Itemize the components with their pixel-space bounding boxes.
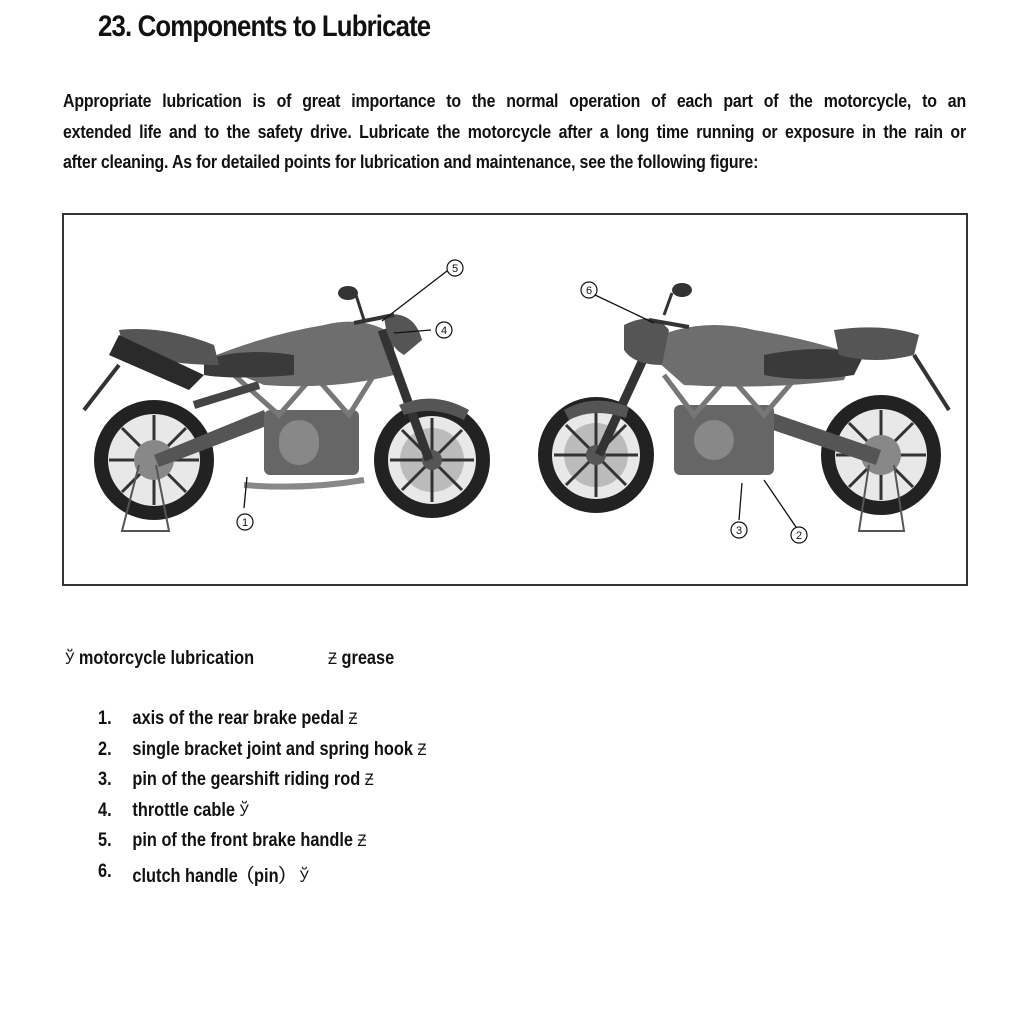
grease-symbol-icon: Ƶ — [364, 770, 374, 789]
intro-line-3: after cleaning. As for detailed points for lubrication and maintenance, see the following figure: — [63, 151, 759, 172]
callout-2 — [791, 527, 807, 543]
motorcycle-left-view — [84, 271, 490, 531]
svg-text:1: 1 — [241, 517, 249, 529]
item-number: 5. — [98, 830, 112, 851]
intro-line-2: extended life and to the safety drive. Lubricate the motorcycle after a long time running or exposure in the rain or — [63, 120, 966, 142]
legend-grease — [328, 648, 394, 670]
intro-line-1: Appropriate lubrication is of great importance to the normal operation of each part of the motorcycle, to an — [63, 90, 966, 111]
item-text: single bracket joint and spring hook — [132, 738, 413, 760]
svg-text:3: 3 — [735, 525, 743, 537]
oil-symbol-icon: Ў — [239, 800, 249, 820]
item-text: pin of the front brake handle — [132, 830, 354, 851]
item-number: 6. — [98, 860, 112, 882]
legend-oil — [65, 648, 254, 670]
callout-5 — [447, 260, 463, 276]
grease-symbol-icon: Ƶ — [348, 709, 358, 728]
item-text: throttle cable — [132, 799, 236, 821]
item-number: 3. — [98, 769, 112, 790]
legend-oil-label: motorcycle lubrication — [78, 648, 255, 669]
motorcycle-right-view — [538, 283, 949, 531]
intro-paragraph — [63, 86, 966, 178]
motorcycle-illustration — [64, 215, 966, 584]
callout-3 — [731, 522, 747, 538]
item-text: axis of the rear brake pedal — [132, 708, 345, 729]
oil-symbol-icon: Ў — [65, 649, 75, 668]
callout-4 — [436, 322, 452, 338]
svg-text:2: 2 — [795, 530, 803, 542]
lubrication-figure — [62, 213, 968, 586]
callout-1 — [237, 514, 253, 530]
section-title: 23. Components to Lubricate — [98, 10, 431, 43]
grease-symbol-icon: Ƶ — [417, 739, 427, 759]
svg-text:4: 4 — [440, 325, 448, 337]
item-number: 1. — [98, 708, 112, 729]
grease-symbol-icon: Ƶ — [328, 649, 337, 668]
item-text: clutch handle（pin） — [132, 865, 295, 887]
item-text: pin of the gearshift riding rod — [132, 769, 361, 790]
svg-text:5: 5 — [451, 263, 459, 275]
legend-grease-label: grease — [341, 648, 395, 669]
grease-symbol-icon: Ƶ — [357, 831, 367, 850]
callout-6 — [581, 282, 597, 298]
oil-symbol-icon: Ў — [299, 866, 309, 886]
item-number: 2. — [98, 738, 112, 760]
svg-text:6: 6 — [585, 285, 593, 297]
item-number: 4. — [98, 799, 112, 821]
